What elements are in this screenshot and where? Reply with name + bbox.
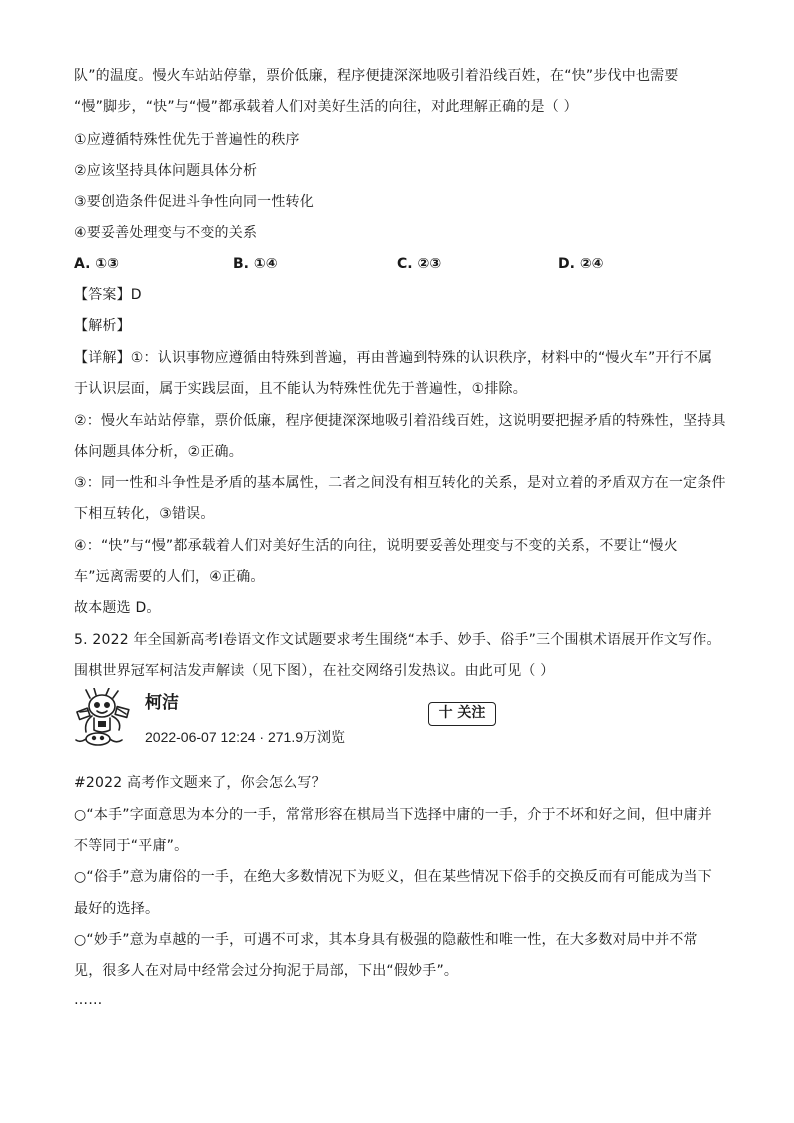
q4-answer: 【答案】D <box>74 287 142 303</box>
post-line-2: ○“本手”字面意思为本分的一手，常常形容在棋局当下选择中庸的一手，介于不坏和好之间，但中庸并 <box>74 807 712 823</box>
q4-option-d: D. ②④ <box>558 256 604 272</box>
post-line-1: #2022 高考作文题来了，你会怎么写？ <box>74 775 326 791</box>
q4-detail-line-5: ③：同一性和斗争性是矛盾的基本属性，二者之间没有相互转化的关系，是对立着的矛盾双方在一定条件 <box>74 475 726 491</box>
q5-stem-line-1: 5. 2022 年全国新高考Ⅰ卷语文作文试题要求考生围绕“本手、妙手、俗手”三个围棋术语展开作文写作。 <box>74 632 721 648</box>
q4-statement-1: ①应遵循特殊性优先于普遍性的秩序 <box>74 132 300 148</box>
q4-statement-4: ④要妥善处理变与不变的关系 <box>74 225 258 241</box>
q4-stem-line-1: 队”的温度。慢火车站站停靠，票价低廉，程序便捷深深地吸引着沿线百姓，在“快”步伐中也需要 <box>74 68 679 84</box>
post-line-8: …… <box>74 992 103 1008</box>
q4-statement-2: ②应该坚持具体问题具体分析 <box>74 163 258 179</box>
follow-button[interactable]: 十 关注 <box>428 702 496 726</box>
post-line-3: 不等同于“平庸”。 <box>74 838 189 854</box>
q4-detail-line-1: 【详解】①：认识事物应遵循由特殊到普遍，再由普遍到特殊的认识秩序，材料中的“慢火车”开行不属 <box>74 350 713 366</box>
q4-statement-3: ③要创造条件促进斗争性向同一性转化 <box>74 194 314 210</box>
post-author-name: 柯洁 <box>145 693 179 712</box>
q4-detail-line-6: 下相互转化，③错误。 <box>74 506 215 522</box>
q4-detail-line-7: ④：“快”与“慢”都承载着人们对美好生活的向往，说明要妥善处理变与不变的关系，不要让“慢火 <box>74 538 678 554</box>
post-line-7: 见，很多人在对局中经常会过分拘泥于局部，下出“假妙手”。 <box>74 963 459 979</box>
q4-option-a: A. ①③ <box>74 256 119 272</box>
q4-analysis-label: 【解析】 <box>74 318 131 334</box>
social-post-header <box>72 688 512 748</box>
q4-detail-line-4: 体问题具体分析，②正确。 <box>74 444 243 460</box>
q4-detail-line-3: ②：慢火车站站停靠，票价低廉，程序便捷深深地吸引着沿线百姓，这说明要把握矛盾的特殊性，坚持具 <box>74 413 726 429</box>
q4-stem-line-2: “慢”脚步，“快”与“慢”都承载着人们对美好生活的向往，对此理解正确的是（ ） <box>74 99 578 115</box>
q4-detail-line-8: 车”远离需要的人们，④正确。 <box>74 569 265 585</box>
q5-stem-line-2: 围棋世界冠军柯洁发声解读（见下图），在社交网络引发热议。由此可见（ ） <box>74 663 555 679</box>
q4-detail-line-2: 于认识层面，属于实践层面，且不能认为特殊性优先于普遍性，①排除。 <box>74 381 527 397</box>
q4-option-b: B. ①④ <box>233 256 278 272</box>
post-meta: 2022-06-07 12:24 · 271.9万浏览 <box>145 729 346 745</box>
post-line-4: ○“俗手”意为庸俗的一手，在绝大多数情况下为贬义，但在某些情况下俗手的交换反而有可能成为当下 <box>74 869 712 885</box>
q4-option-c: C. ②③ <box>397 256 442 272</box>
post-line-6: ○“妙手”意为卓越的一手，可遇不可求，其本身具有极强的隐蔽性和唯一性，在大多数对局中并不常 <box>74 932 698 948</box>
q4-conclusion: 故本题选 D。 <box>74 600 161 616</box>
post-line-5: 最好的选择。 <box>74 901 160 917</box>
cartoon-avatar-icon <box>72 688 134 748</box>
